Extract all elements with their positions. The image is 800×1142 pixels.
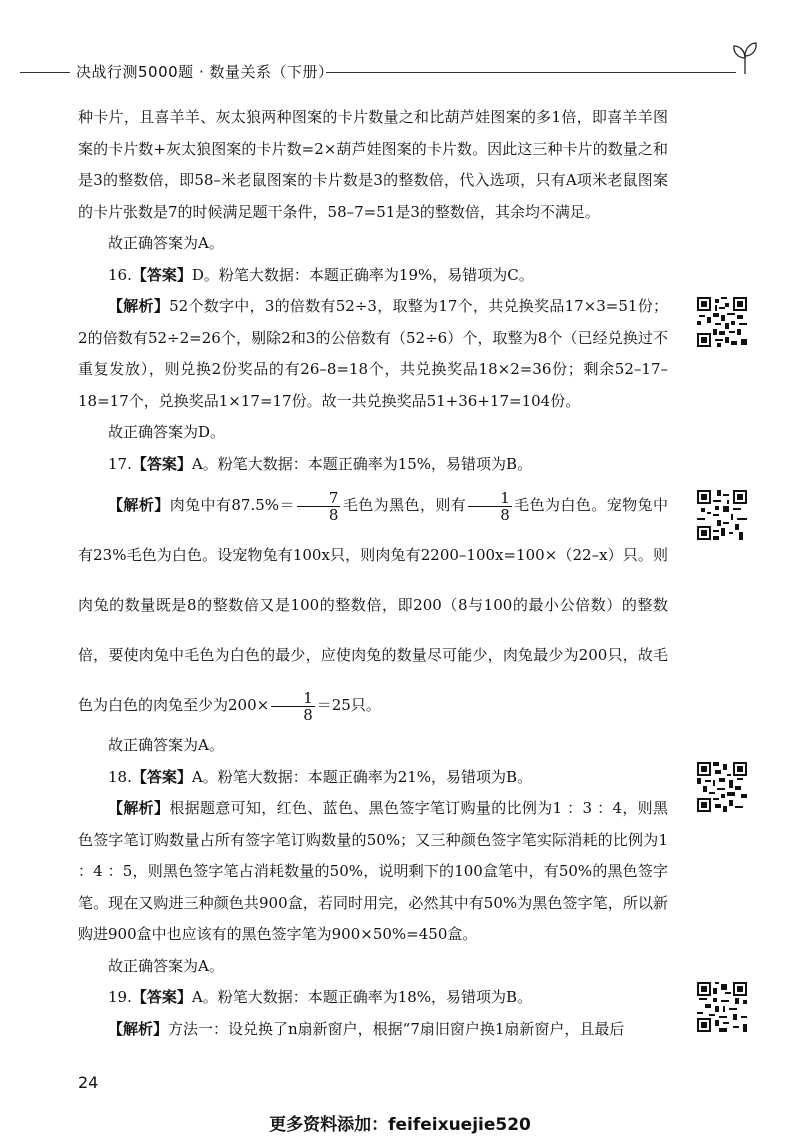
analysis-tag: 【解析】: [108, 496, 170, 514]
q15-paragraph: 种卡片，且喜羊羊、灰太狼两种图案的卡片数量之和比葫芦娃图案的多1倍，即喜羊羊图案的卡片数+灰太狼图案的卡片数=2×葫芦娃图案的卡片数。因此这三种卡片的数量之和是3的整数倍，即58–米老鼠图案的卡片数是3的整数倍，代入选项，只有A项米老鼠图案的卡片张数是7的时候满足题干条件，58–7=51是3的整数倍，其余均不满足。: [78, 108, 668, 221]
page-body: [78, 102, 668, 1045]
q17-analysis-part3: 毛色为白色。宠物兔中有23%毛色为白色。设宠物兔有100x只，则肉兔有2200–100x=100×（22–x）只。则肉兔的数量既是8的整数倍又是100的整数倍，即200（8与100的最小公倍数）的整数倍，要使肉兔中毛色为白色的最少，应使肉兔的数量尽可能少，肉兔最少为200只，故毛色为白色的肉兔至少为200×: [78, 496, 668, 714]
q16-analysis: [78, 291, 668, 417]
answer-tag: 【答案】: [131, 265, 192, 284]
book-title: 决战行测5000题 · 数量关系（下册）: [76, 63, 334, 81]
denominator: 8: [303, 705, 313, 724]
q16-answer: [78, 260, 668, 292]
q19-answer-text: A。粉笔大数据：本题正确率为18%，易错项为B。: [191, 988, 533, 1006]
q16-analysis-text: 52个数字中，3的倍数有52÷3，取整为17个，共兑换奖品17×3=51份；2的倍数有52÷2=26个，剔除2和3的公倍数有（52÷6）个，取整为8个（已经兑换过不重复发放），则兑换2份奖品的有26–8=18个，共兑换奖品18×2=36份；剩余52–17–18=17个，兑换奖品1×17=17份。故一共兑换奖品51+36+17=104份。: [78, 297, 668, 410]
q17-analysis-part2: 毛色为黑色，则有: [342, 496, 467, 514]
qr-code-icon[interactable]: [697, 297, 747, 347]
q19-analysis: [78, 1014, 668, 1046]
numerator: 1: [271, 690, 315, 707]
q17-number: 17.: [108, 454, 132, 473]
qr-code-icon[interactable]: [697, 490, 747, 540]
running-header: [0, 58, 800, 88]
footer-note: [0, 1110, 800, 1135]
answer-tag: 【答案】: [131, 454, 192, 473]
denominator: 8: [328, 505, 339, 524]
sprout-icon: [730, 40, 760, 74]
q18-number: 18.: [108, 767, 132, 786]
footer-handle: feifeixuejie520: [388, 1115, 531, 1135]
answer-tag: 【答案】: [131, 767, 192, 786]
q16-answer-text: D。粉笔大数据：本题正确率为19%，易错项为C。: [191, 265, 534, 284]
header-rule-left: [20, 72, 70, 73]
header-rule-right: [326, 72, 736, 73]
q17-answer-text: A。粉笔大数据：本题正确率为15%，易错项为B。: [191, 454, 533, 473]
q17-answer: [78, 449, 668, 481]
q18-answer-text: A。粉笔大数据：本题正确率为21%，易错项为B。: [191, 767, 533, 786]
q16-conclusion: 故正确答案为D。: [108, 423, 226, 441]
fraction-one-eighth: [468, 490, 512, 523]
numerator: 7: [297, 490, 341, 507]
q17-analysis-part4: ＝25只。: [316, 696, 381, 714]
fraction-seven-eighths: [297, 490, 341, 523]
qr-code-icon[interactable]: [697, 982, 747, 1032]
q19-number: 19.: [108, 988, 132, 1006]
analysis-tag: 【解析】: [108, 297, 170, 315]
q19-analysis-text: 方法一：设兑换了n扇新窗户，根据“7扇旧窗户换1扇新窗户，且最后: [168, 1019, 625, 1038]
q18-answer: [78, 762, 668, 794]
q17-conclusion: 故正确答案为A。: [108, 736, 224, 754]
q19-answer: [78, 982, 668, 1014]
answer-tag: 【答案】: [131, 988, 192, 1006]
q18-conclusion: 故正确答案为A。: [108, 956, 224, 975]
analysis-tag: 【解析】: [108, 1019, 169, 1038]
footer-prefix: 更多资料添加：: [269, 1115, 389, 1135]
q17-analysis-part1: 肉兔中有87.5%＝: [169, 496, 295, 514]
q16-number: 16.: [108, 265, 132, 284]
q18-analysis: [78, 793, 668, 951]
q17-analysis: [78, 480, 668, 730]
fraction-one-eighth-2: [271, 690, 315, 723]
page-number: 24: [78, 1073, 99, 1092]
q18-analysis-text: 根据题意可知，红色、蓝色、黑色签字笔订购量的比例为1 ：3 ：4，则黑色签字笔订购数量占所有签字笔订购数量的50%；又三种颜色签字笔实际消耗的比例为1 ：4 ：5，则黑色签字笔占消耗数量的50%，说明剩下的100盒笔中，有50%的黑色签字笔。现在又购进三种颜色共900盒，若同时用完，必然其中有50%为黑色签字笔，所以新购进900盒中也应该有的黑色签字笔为900×50%=450盒。: [78, 799, 668, 943]
numerator: 1: [468, 490, 512, 507]
denominator: 8: [500, 505, 510, 524]
q15-conclusion: 故正确答案为A。: [108, 234, 224, 252]
qr-code-icon[interactable]: [697, 762, 747, 812]
analysis-tag: 【解析】: [108, 799, 170, 817]
